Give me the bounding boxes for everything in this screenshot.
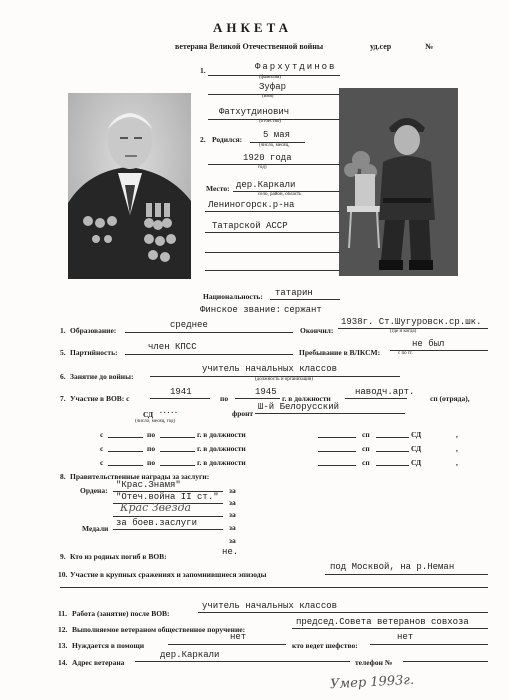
- service-row-2-sd: СД: [411, 430, 422, 439]
- address-number: 14.: [58, 658, 68, 667]
- service-row-3-comma: ,: [456, 444, 458, 453]
- war-to-label: по: [220, 394, 229, 403]
- nationality-value: татарин: [275, 288, 313, 298]
- surname-caption: (фамилия): [259, 75, 282, 80]
- place-label: Место:: [206, 184, 230, 193]
- order-3-za: за: [229, 510, 236, 519]
- place-village-value: дер.Каркали: [236, 180, 296, 190]
- form-subtitle: ветерана Великой Отечественной войны: [175, 42, 324, 51]
- service-row-4-comma: ,: [456, 458, 458, 467]
- occupation-value: учитель начальных классов: [202, 364, 338, 374]
- battles-label: Участие в крупных сражениях и запомнившиеся эпизоды: [70, 570, 267, 579]
- service-row-2-to: по: [147, 430, 156, 439]
- no-label: №: [425, 42, 434, 51]
- service-row-2-position: г. в должности: [197, 430, 246, 439]
- nationality-label: Национальность:: [203, 292, 263, 301]
- war-date-caption: (число, месяц, год): [135, 419, 176, 424]
- order-1-za: за: [229, 486, 236, 495]
- place-district-value: Лениногорск.р-на: [208, 200, 295, 210]
- service-row-3-sd: СД: [411, 444, 422, 453]
- education-label: Образование:: [70, 326, 117, 335]
- phone-label: телефон №: [355, 658, 393, 667]
- war-position-value: наводч.арт.: [355, 387, 415, 397]
- war-from-value: 1941: [170, 387, 192, 397]
- war-sd-label: СД: [143, 410, 154, 419]
- service-row-4-position: г. в должности: [197, 458, 246, 467]
- front-label: фронт: [232, 409, 254, 418]
- relatives-label: Кто из родных погиб в ВОВ:: [70, 552, 167, 561]
- patronymic-value: Фатхутдинович: [219, 107, 290, 117]
- service-row-3-to: по: [147, 444, 156, 453]
- occupation-label: Занятие до войны:: [70, 372, 134, 381]
- service-row-2-comma: ,: [456, 430, 458, 439]
- battles-value: под Москвой, на р.Неман: [330, 562, 455, 572]
- battles-number: 10.: [58, 570, 68, 579]
- surname-value: Фархутдинов: [255, 62, 337, 72]
- medal-value: за боев.заслуги: [116, 518, 198, 528]
- order-1-value: "Крас.Знамя": [116, 480, 181, 490]
- order-2-value: "Отеч.война II ст.": [116, 492, 219, 502]
- komsomol-value: не был: [412, 339, 445, 349]
- relatives-number: 9.: [60, 552, 66, 561]
- order-2-za: за: [229, 498, 236, 507]
- war-number: 7.: [60, 394, 66, 403]
- form-title: АНКЕТА: [213, 20, 293, 35]
- komsomol-label: Пребывание в ВЛКСМ:: [299, 348, 381, 357]
- awards-label: Правительственные награды за заслуги:: [70, 472, 210, 481]
- patronymic-caption: (отчество): [259, 119, 282, 124]
- order-3-handwritten: Крас Звезда: [120, 501, 192, 514]
- public-work-number: 12.: [58, 625, 68, 634]
- born-year-caption: год): [258, 165, 267, 170]
- service-row-2-from: с: [100, 430, 104, 439]
- komsomol-caption: с по гг.: [398, 351, 413, 356]
- medals-label: Медали: [82, 524, 109, 533]
- veteran-portrait-photo: [68, 93, 191, 279]
- after-war-label: Работа (занятие) после ВОВ:: [72, 609, 170, 618]
- born-year-value: 1920 года: [243, 153, 292, 163]
- address-value: дер.Каркали: [160, 650, 220, 660]
- occupation-number: 6.: [60, 372, 66, 381]
- id-label: уд.сер: [370, 42, 392, 51]
- front-value: Ш-й Белорусский: [258, 402, 340, 412]
- rank-label: Финское звание:: [200, 305, 282, 315]
- finished-value: 1938г. Ст.Шугуровск.ср.шк.: [341, 317, 482, 327]
- help-number: 13.: [58, 641, 68, 650]
- finished-caption: (где и когда): [390, 329, 417, 334]
- service-row-3-sp: сп: [362, 444, 370, 453]
- party-label: Партийность:: [70, 348, 118, 357]
- party-value: член КПСС: [148, 342, 197, 352]
- patron-label: кто ведет шефство:: [292, 641, 358, 650]
- address-label: Адрес ветерана: [72, 658, 125, 667]
- party-number: 5.: [60, 348, 66, 357]
- item-number-2: 2.: [200, 135, 206, 144]
- after-war-number: 11.: [58, 609, 67, 618]
- war-unit-label: сп (отряда),: [430, 394, 470, 403]
- public-work-value: председ.Совета ветеранов совхоза: [296, 617, 469, 627]
- medal-extra-za: за: [229, 536, 236, 545]
- orders-label: Ордена:: [80, 486, 108, 495]
- help-label: Нуждается в помощи: [72, 641, 145, 650]
- public-work-label: Выполняемое ветераном общественное поручение:: [72, 625, 246, 634]
- born-day-value: 5 мая: [263, 130, 291, 140]
- war-position-label: г. в должности: [282, 394, 331, 403]
- death-note-handwritten: Умер 1993г.: [329, 672, 415, 693]
- service-row-3-from: с: [100, 444, 104, 453]
- finished-label: Окончил:: [300, 326, 334, 335]
- service-row-4-from: с: [100, 458, 104, 467]
- war-label: Участие в ВОВ: с: [70, 394, 130, 403]
- service-row-3-position: г. в должности: [197, 444, 246, 453]
- place-caption: село, район, область: [258, 192, 302, 197]
- rank-value: сержант: [284, 305, 322, 315]
- education-value: среднее: [170, 320, 208, 330]
- item-number-1: 1.: [200, 66, 206, 75]
- born-label: Родился:: [212, 135, 243, 144]
- service-row-2-sp: сп: [362, 430, 370, 439]
- after-war-value: учитель начальных классов: [202, 601, 338, 611]
- medal-za: за: [229, 523, 236, 532]
- war-to-value: 1945: [255, 387, 277, 397]
- soldier-photo: [339, 88, 458, 276]
- occupation-caption: (должность и организация): [255, 377, 313, 382]
- patron-value: нет: [397, 632, 414, 642]
- service-row-4-to: по: [147, 458, 156, 467]
- place-republic-value: Татарской АССР: [212, 221, 288, 231]
- education-number: 1.: [60, 326, 66, 335]
- relatives-value: не.: [222, 547, 239, 557]
- first-name-caption: (имя): [262, 94, 274, 99]
- born-day-caption: (число, месяц,: [259, 143, 290, 148]
- war-sd-dots: . . . . .: [160, 406, 177, 415]
- awards-number: 8.: [60, 472, 66, 481]
- service-row-4-sd: СД: [411, 458, 422, 467]
- first-name-value: Зуфар: [259, 82, 287, 92]
- help-value: нет: [230, 632, 247, 642]
- service-row-4-sp: сп: [362, 458, 370, 467]
